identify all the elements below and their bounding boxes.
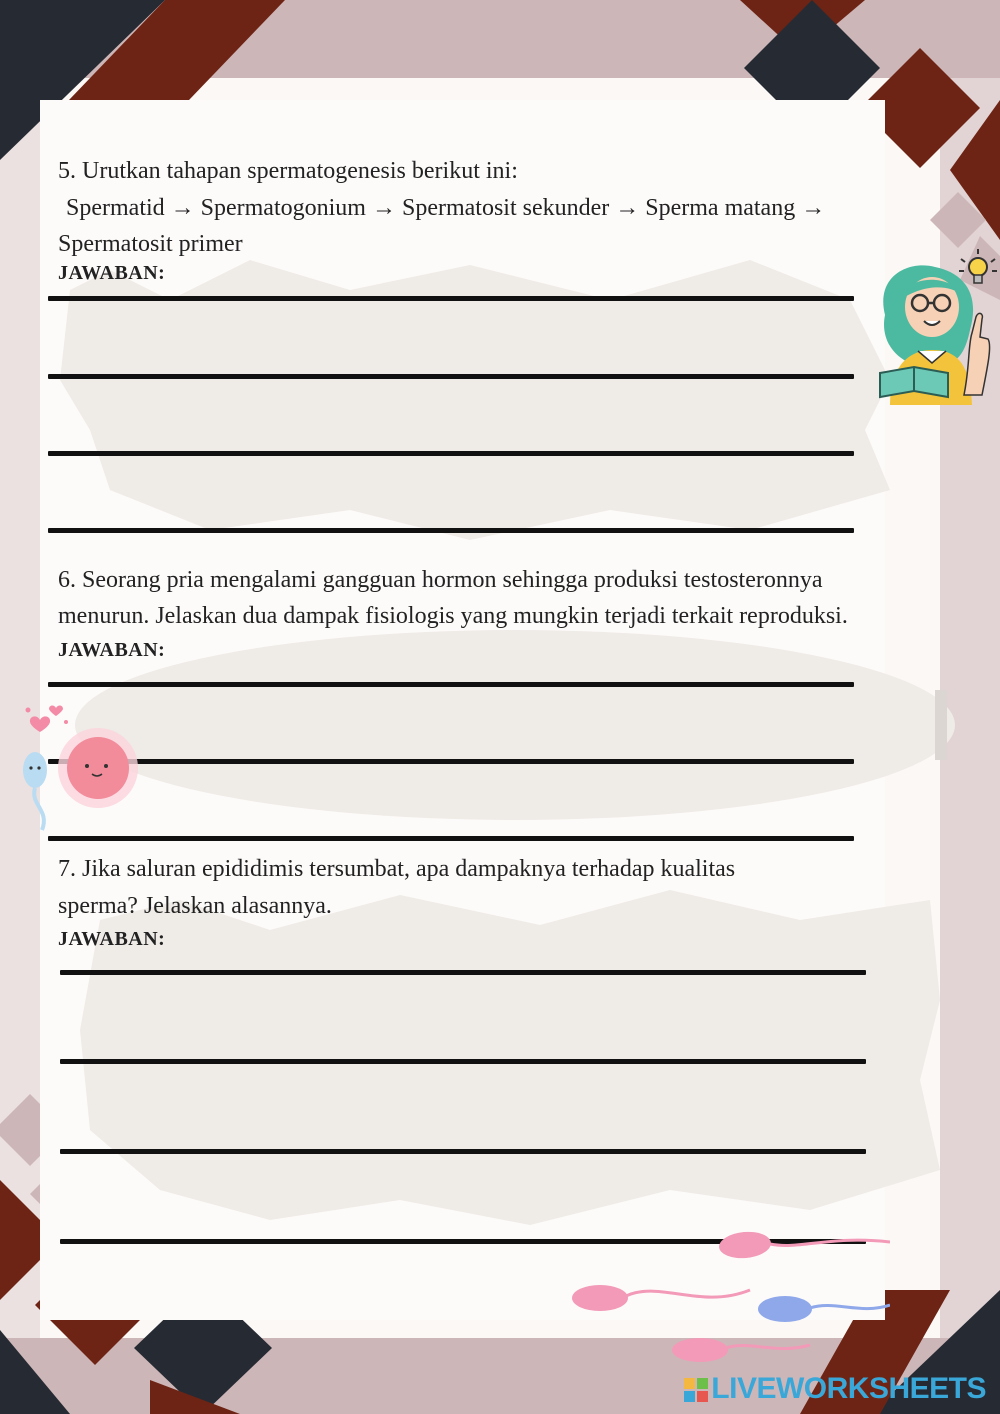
liveworksheets-logo-icon xyxy=(683,1377,709,1403)
question-5-text xyxy=(58,153,518,189)
question-5-answer-line-1[interactable] xyxy=(48,296,854,301)
question-5-sequence-line2: Spermatosit primer xyxy=(58,231,243,257)
question-6-prompt-line1: Seorang pria mengalami gangguan hormon sehingga produksi testosteronnya xyxy=(82,567,823,593)
question-7-prompt-line1: Jika saluran epididimis tersumbat, apa dampaknya terhadap kualitas xyxy=(82,856,736,882)
question-7-text-line2 xyxy=(58,888,332,924)
sperm-illustration xyxy=(560,1220,890,1380)
paper-texture-1 xyxy=(50,230,950,550)
question-5-sequence-line1: Spermatid → Spermatogonium → Spermatosit sekunder → Sperma matang → xyxy=(66,195,826,221)
question-5-answer-line-2[interactable] xyxy=(48,374,854,379)
heart-icon xyxy=(26,705,69,732)
question-6-answer-line-1[interactable] xyxy=(48,682,854,687)
lightbulb-icon xyxy=(953,245,1000,295)
paper-texture-2 xyxy=(45,630,965,830)
question-7-prompt-line2: sperma? Jelaskan alasannya. xyxy=(58,893,332,919)
question-7-number: 7. xyxy=(58,856,76,882)
question-5-answer-line-3[interactable] xyxy=(48,451,854,456)
question-7-answer-line-3[interactable] xyxy=(60,1149,866,1154)
question-5-prompt: Urutkan tahapan spermatogenesis berikut ini: xyxy=(82,158,518,184)
question-6-answer-line-3[interactable] xyxy=(48,836,854,841)
question-6-answer-label: JAWABAN: xyxy=(58,639,166,661)
question-6-prompt-line2: menurun. Jelaskan dua dampak fisiologis yang mungkin terjadi terkait reproduksi. xyxy=(58,603,848,629)
watermark-text: LIVEWORKSHEETS xyxy=(711,1372,986,1405)
question-6-text-line1 xyxy=(58,562,823,598)
liveworksheets-watermark xyxy=(683,1372,986,1406)
question-7-answer-line-1[interactable] xyxy=(60,970,866,975)
question-5-number: 5. xyxy=(58,158,76,184)
question-5-answer-line-4[interactable] xyxy=(48,528,854,533)
question-6-answer-line-2[interactable] xyxy=(48,759,854,764)
question-7-text-line1 xyxy=(58,851,735,887)
question-7-answer-line-2[interactable] xyxy=(60,1059,866,1064)
question-6-text-line2 xyxy=(58,598,848,634)
question-7-answer-label: JAWABAN: xyxy=(58,928,166,950)
question-5-sequence xyxy=(66,190,825,226)
question-5-sequence-end xyxy=(58,226,243,262)
question-6-number: 6. xyxy=(58,567,76,593)
question-5-answer-label: JAWABAN: xyxy=(58,262,166,284)
egg-cell-illustration xyxy=(10,700,160,840)
